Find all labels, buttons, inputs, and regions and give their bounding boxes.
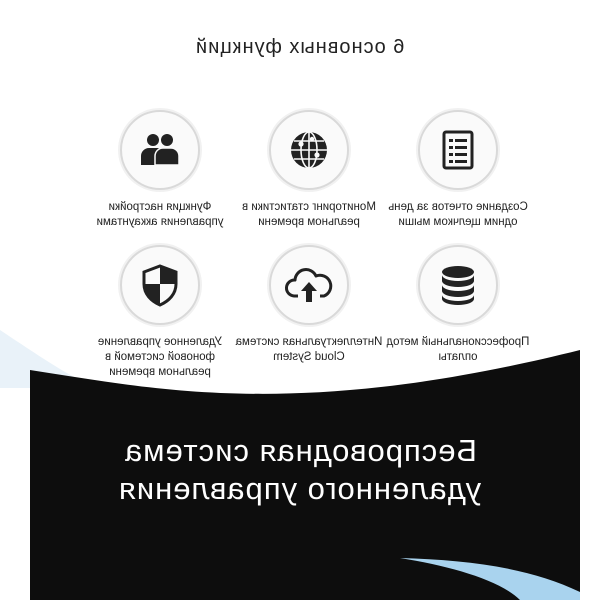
page-title — [0, 36, 600, 59]
feature-label: Удаленное управление фоновой системой в реальном времени — [97, 336, 223, 378]
cloud-upload-icon — [284, 260, 334, 310]
feature-label: Создание отчетов за день одним щелчком мыши — [388, 201, 528, 228]
feature-icon-circle — [269, 110, 349, 190]
feature-realtime-stats — [229, 110, 389, 230]
users-icon — [135, 125, 185, 175]
feature-label: Профессиональный метод оплаты — [386, 336, 530, 363]
feature-icon-circle — [269, 245, 349, 325]
banner-heading — [0, 432, 600, 508]
feature-icon-circle — [418, 110, 498, 190]
feature-label: Интеллектуальная система Cloud System — [235, 336, 383, 363]
database-icon — [433, 260, 483, 310]
globe-icon — [284, 125, 334, 175]
banner-line-2: удаленного управления — [118, 471, 482, 506]
feature-icon-circle — [120, 110, 200, 190]
feature-daily-reports — [378, 110, 538, 230]
feature-label: Мониторинг статистики в реальном времени — [242, 201, 376, 228]
feature-label: Функция настройки управления аккаунтами — [96, 201, 224, 228]
feature-account-management — [80, 110, 240, 230]
document-icon — [433, 125, 483, 175]
feature-icon-circle — [120, 245, 200, 325]
page-title-text: 6 основных функций — [195, 36, 405, 58]
shield-icon — [135, 260, 185, 310]
banner-line-1: Беспроводная система — [123, 433, 477, 468]
feature-icon-circle — [418, 245, 498, 325]
